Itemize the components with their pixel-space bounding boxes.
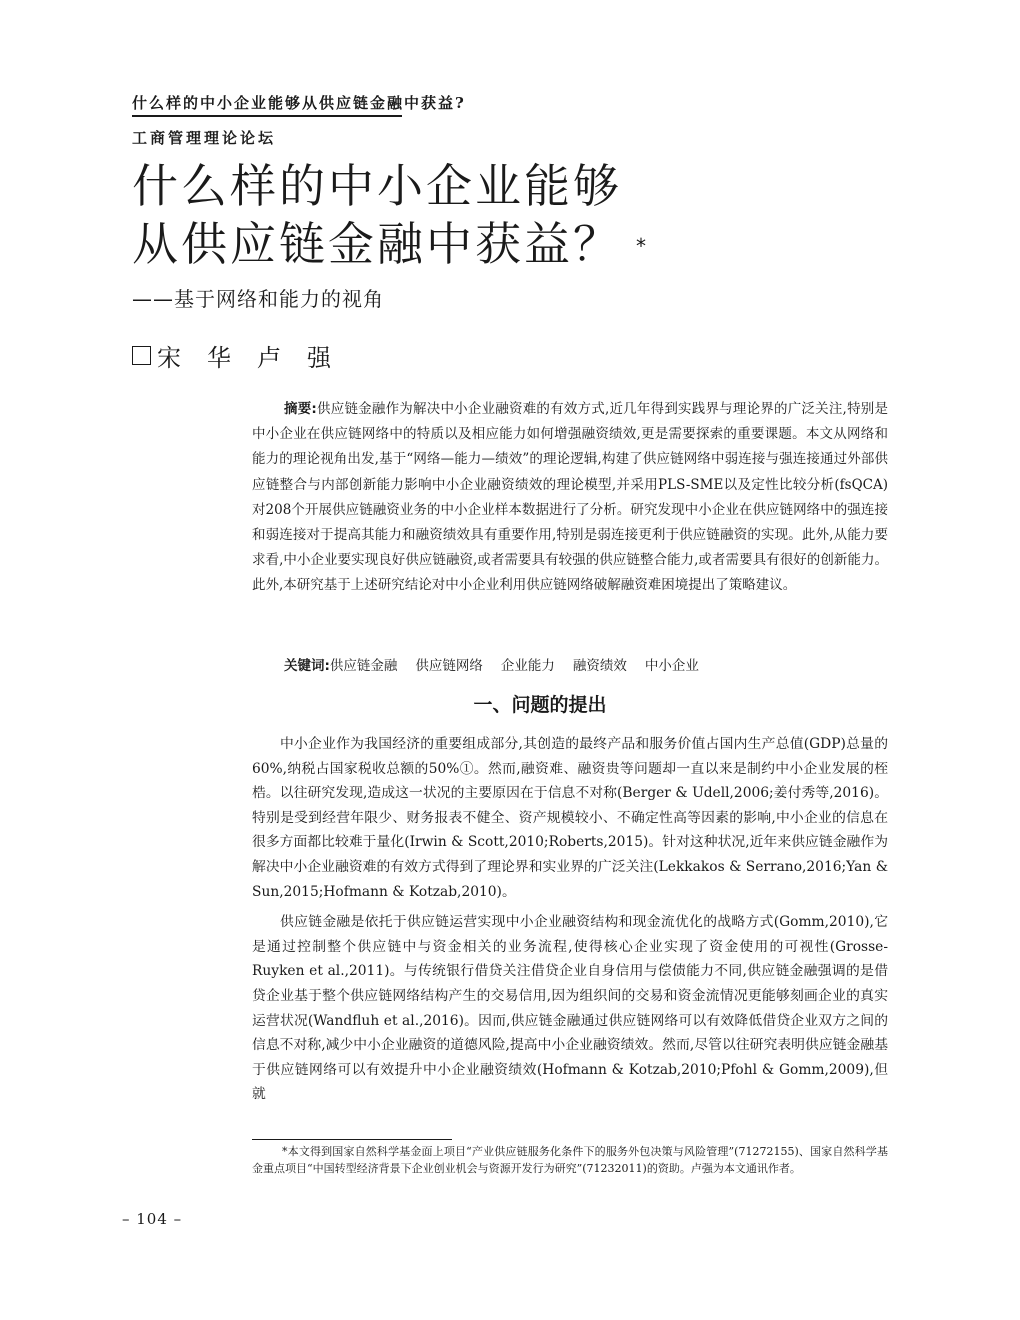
author-names: 宋华卢强	[157, 344, 357, 372]
keywords-label: 关键词:	[284, 658, 330, 674]
footnote-divider	[252, 1139, 452, 1140]
column-name: 工商管理理论论坛	[132, 129, 277, 147]
keyword: 企业能力	[500, 658, 555, 674]
body-paragraph-2: 供应链金融是依托于供应链运营实现中小企业融资结构和现金流优化的战略方式(Gomm,2010),它是通过控制整个供应链中与资金相关的业务流程,使得核心企业实现了资金使用的可视性(Grosse-Ruyken et al.,2011)。与传统银行借贷关注借贷企业自身信用与偿债能力不同,供应链金融强调的是借贷企业基于整个供应链网络结构产生的交易信用,因为组织间的交易和资金流情况更能够刻画企业的真实运营状况(Wandfluh et al.,2016)。因而,供应链金融通过供应链网络可以有效降低借贷企业双方之间的信息不对称,减少中小企业融资的道德风险,提高中小企业融资绩效。然而,尽管以往研究表明供应链金融基于供应链网络可以有效提升中小企业融资绩效(Hofmann & Kotzab,2010;Pfohl & Gomm,2009),但就	[252, 914, 888, 1103]
abstract	[252, 397, 888, 599]
running-head: 什么样的中小企业能够从供应链金融中获益?	[132, 92, 402, 117]
footnote-indent	[252, 1145, 282, 1158]
keyword: 中小企业	[644, 658, 699, 674]
abstract-label: 摘要:	[284, 401, 317, 417]
article-title	[132, 157, 649, 273]
title-footnote-mark: *	[636, 234, 649, 258]
author-line	[132, 338, 357, 373]
page-number: – 104 –	[122, 1210, 183, 1228]
title-line-2: 从供应链金融中获益？	[132, 217, 622, 271]
body-paragraph-1: 中小企业作为我国经济的重要组成部分,其创造的最终产品和服务价值占国内生产总值(GDP)总量的60%,纳税占国家税收总额的50%①。然而,融资难、融资贵等问题却一直以来是制约中小企业发展的桎梏。以往研究发现,造成这一状况的主要原因在于信息不对称(Berger & Udell,2006;姜付秀等,2016)。特别是受到经营年限少、财务报表不健全、资产规模较小、不确定性高等因素的影响,中小企业的信息在很多方面都比较难于量化(Irwin & Scott,2010;Roberts,2015)。针对这种状况,近年来供应链金融作为解决中小企业融资难的有效方式得到了理论界和实业界的广泛关注(Lekkakos & Serrano,2016;Yan & Sun,2015;Hofmann & Kotzab,2010)。	[252, 736, 888, 900]
abstract-text: 供应链金融作为解决中小企业融资难的有效方式,近几年得到实践界与理论界的广泛关注,特别是中小企业在供应链网络中的特质以及相应能力如何增强融资绩效,更是需要探索的重要课题。本文从网络和能力的理论视角出发,基于“网络—能力—绩效”的理论逻辑,构建了供应链网络中弱连接与强连接通过外部供应链整合与内部创新能力影响中小企业融资绩效的理论模型,并采用PLS-SME以及定性比较分析(fsQCA)对208个开展供应链融资业务的中小企业样本数据进行了分析。研究发现中小企业在供应链网络中的强连接和弱连接对于提高其能力和融资绩效具有重要作用,特别是弱连接更利于供应链融资的实现。此外,从能力要求看,中小企业要实现良好供应链融资,或者需要具有较强的供应链整合能力,或者需要具有很好的创新能力。此外,本研究基于上述研究结论对中小企业利用供应链网络破解融资难困境提出了策略建议。	[252, 401, 888, 594]
keyword: 融资绩效	[572, 658, 627, 674]
section-heading: 一、问题的提出	[473, 694, 607, 716]
author-box-icon	[132, 346, 151, 365]
keyword: 供应链金融	[329, 658, 398, 674]
keywords	[284, 655, 888, 677]
footnote	[252, 1144, 888, 1177]
keyword: 供应链网络	[415, 658, 483, 674]
abstract-indent	[252, 401, 284, 417]
footnote-text: *本文得到国家自然科学基金面上项目“产业供应链服务化条件下的服务外包决策与风险管理”(71272155)、国家自然科学基金重点项目“中国转型经济背景下企业创业机会与资源开发行为研究”(71232011)的资助。卢强为本文通讯作者。	[252, 1145, 888, 1175]
body-text	[252, 732, 888, 1107]
title-line-1: 什么样的中小企业能够	[132, 159, 622, 213]
article-subtitle: ——基于网络和能力的视角	[132, 287, 384, 311]
